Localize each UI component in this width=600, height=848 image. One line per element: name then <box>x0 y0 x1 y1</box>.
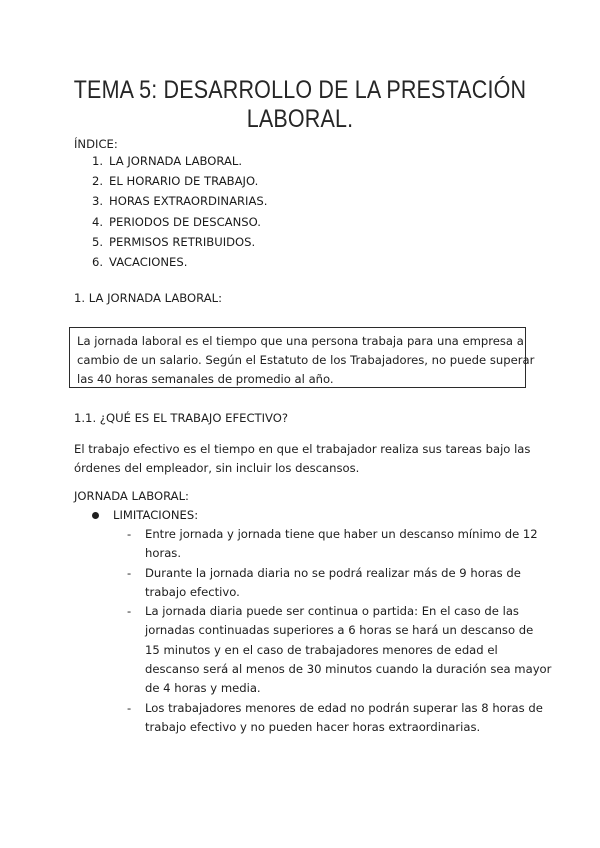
list-item-line: trabajo efectivo. <box>145 584 240 599</box>
index-item-number: 3. <box>92 194 104 209</box>
index-item-text: HORAS EXTRAORDINARIAS. <box>109 194 268 209</box>
index-item-number: 4. <box>92 214 104 229</box>
dash-icon: - <box>127 527 132 541</box>
list-item <box>127 699 551 738</box>
paragraph-line: El trabajo efectivo es el tiempo en que el trabajador realiza sus tareas bajo las <box>74 442 531 456</box>
limitations-label: LIMITACIONES: <box>113 508 199 522</box>
list-item-line: jornadas continuadas superiores a 6 horas se hará un descanso de <box>145 623 534 638</box>
index-item-number: 2. <box>92 174 104 189</box>
effective-work-paragraph <box>74 440 530 478</box>
list-item-line: Entre jornada y jornada tiene que haber un descanso mínimo de 12 <box>145 527 538 541</box>
section-1-1-heading: 1.1. ¿QUÉ ES EL TRABAJO EFECTIVO? <box>74 411 289 425</box>
list-item-line: Los trabajadores menores de edad no podrán superar las 8 horas de <box>145 700 543 715</box>
index-item-number: 5. <box>92 234 104 249</box>
index-item-number: 1. <box>92 154 104 168</box>
list-item <box>127 525 551 564</box>
index-item <box>92 252 267 272</box>
list-item-line: Durante la jornada diaria no se podrá realizar más de 9 horas de <box>145 565 521 580</box>
list-item-line: La jornada diaria puede ser continua o partida: En el caso de las <box>145 604 519 619</box>
index-item <box>92 191 267 211</box>
index-item <box>92 171 267 191</box>
list-item <box>127 602 551 698</box>
list-item-line: trabajo efectivo y no pueden hacer horas extraordinarias. <box>145 719 481 734</box>
list-item-line: de 4 horas y media. <box>145 681 261 696</box>
index-list <box>92 151 267 272</box>
definition-box <box>69 327 535 388</box>
jornada-label: JORNADA LABORAL: <box>74 489 189 503</box>
bullet-icon <box>92 512 99 519</box>
index-label: ÍNDICE: <box>74 137 118 151</box>
list-item-line: descanso será al menos de 30 minutos cuando la duración sea mayor <box>145 662 552 677</box>
index-item <box>92 232 267 252</box>
index-item <box>92 212 267 232</box>
definition-line: las 40 horas semanales de promedio al año. <box>77 372 334 386</box>
index-item-text: VACACIONES. <box>109 255 188 270</box>
definition-line: La jornada laboral es el tiempo que una persona trabaja para una empresa a <box>77 334 524 348</box>
index-item-text: LA JORNADA LABORAL. <box>109 154 243 168</box>
index-item-text: PERIODOS DE DESCANSO. <box>109 214 261 229</box>
dash-icon: - <box>127 565 132 580</box>
limitations-bullet <box>88 506 198 524</box>
dash-icon: - <box>127 700 132 715</box>
list-item-line: 15 minutos y en el caso de trabajadores menores de edad el <box>145 642 498 657</box>
index-item-text: EL HORARIO DE TRABAJO. <box>109 174 259 189</box>
index-item-number: 6. <box>92 255 104 270</box>
index-item-text: PERMISOS RETRIBUIDOS. <box>109 234 256 249</box>
section-1-heading: 1. LA JORNADA LABORAL: <box>74 291 223 305</box>
list-item <box>127 564 551 603</box>
page-title: TEMA 5: DESARROLLO DE LA PRESTACIÓN LABORAL. <box>73 76 527 133</box>
definition-line: cambio de un salario. Según el Estatuto de los Trabajadores, no puede superar <box>77 353 535 367</box>
paragraph-line: órdenes del empleador, sin incluir los descansos. <box>74 461 360 476</box>
limitations-list <box>127 525 551 737</box>
dash-icon: - <box>127 604 132 619</box>
index-item <box>92 151 267 171</box>
list-item-line: horas. <box>145 546 182 561</box>
